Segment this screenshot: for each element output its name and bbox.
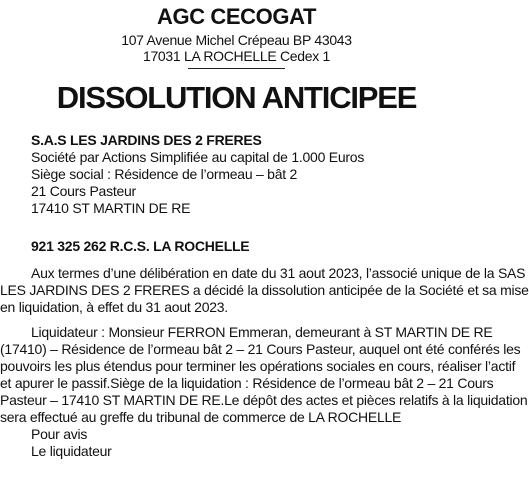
paragraph-line: et apurer le passif.Siège de la liquidation : Résidence de l’ormeau bât 2 – 21 Cours [0,375,494,391]
pour-avis: Pour avis [31,426,88,442]
paragraph-line: Pasteur – 17410 ST MARTIN DE RE.Le dépôt des actes et pièces relatifs à la liquidation [0,392,528,408]
agency-address-line1: 107 Avenue Michel Crépeau BP 43043 [121,32,352,48]
signatory: Le liquidateur [31,443,112,459]
company-legal-form: Société par Actions Simplifiée au capital de 1.000 Euros [31,149,365,165]
paragraph-line: (17410) – Résidence de l’ormeau bât 2 – 21 Cours Pasteur, auquel ont été conférés les [0,341,521,357]
paragraph-line: pouvoirs les plus étendus pour terminer les opérations sociales en cours, réaliser l’actif [0,358,516,374]
company-name: S.A.S LES JARDINS DES 2 FRERES [31,132,262,148]
company-city: 17410 ST MARTIN DE RE [31,200,191,216]
company-seat: Siège social : Résidence de l’ormeau – bât 2 [31,166,298,182]
paragraph-line: LES JARDINS DES 2 FRERES a décidé la dissolution anticipée de la Société et sa mise [0,282,529,298]
paragraph-line: en liquidation, à effet du 31 aout 2023. [0,299,228,315]
liquidator-paragraph [0,324,528,426]
paragraph-line: Liquidateur : Monsieur FERRON Emmeran, demeurant à ST MARTIN DE RE [31,324,493,340]
notice-title: DISSOLUTION ANTICIPEE [56,80,417,115]
paragraph-line: sera effectué au greffe du tribunal de commerce de LA ROCHELLE [0,409,402,425]
paragraph-line: Aux termes d’une délibération en date du 31 aout 2023, l’associé unique de la SAS [31,265,526,281]
agency-name: AGC CECOGAT [157,4,316,29]
company-street: 21 Cours Pasteur [31,183,136,199]
header-divider [188,68,285,69]
dissolution-paragraph [0,265,529,316]
agency-address-line2: 17031 LA ROCHELLE Cedex 1 [142,48,331,64]
company-rcs: 921 325 262 R.C.S. LA ROCHELLE [31,238,250,254]
